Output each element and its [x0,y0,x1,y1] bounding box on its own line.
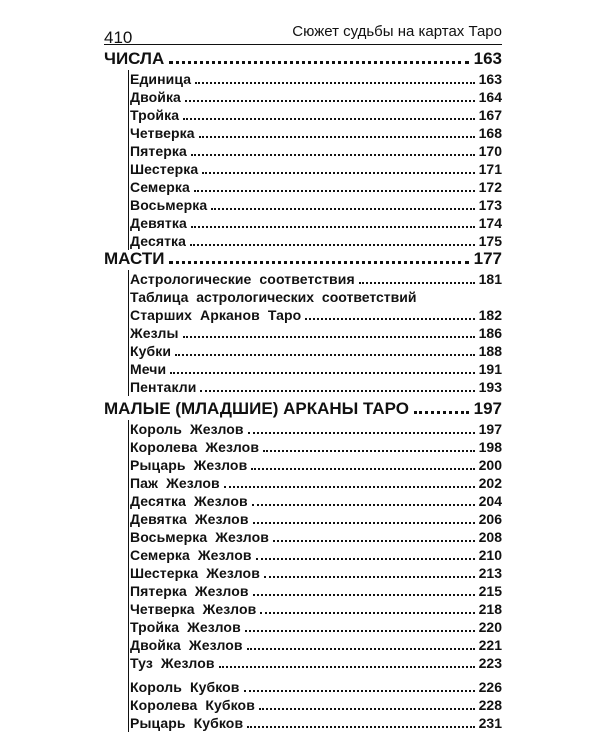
toc-entry[interactable] [130,270,502,288]
entry-title: Королева Кубков [130,697,255,713]
dot-leader [199,136,475,138]
toc-entry[interactable] [130,88,502,106]
entry-page: 228 [478,697,502,713]
dot-leader [183,118,475,120]
dot-leader [169,261,468,264]
entry-page: 172 [478,179,502,195]
dot-leader [359,282,475,284]
entry-page: 186 [478,325,502,341]
dot-leader [253,594,475,596]
dot-leader [245,630,475,632]
dot-leader [259,708,475,710]
toc-entry[interactable] [130,324,502,342]
page-header [104,22,502,45]
entry-title: Двойка [130,89,181,105]
entry-page: 191 [478,361,502,377]
entry-title: Король Кубков [130,679,240,695]
entry-page: 200 [478,457,502,473]
dot-leader [253,522,475,524]
entry-page: 174 [478,215,502,231]
entry-title: Шестерка Жезлов [130,565,260,581]
entry-page: 202 [478,475,502,491]
dot-leader [194,190,475,192]
entry-page: 163 [478,71,502,87]
dot-leader [264,576,475,578]
toc-entry[interactable] [130,564,502,582]
entry-title: Королева Жезлов [130,439,260,455]
entry-title: Паж Жезлов [130,475,220,491]
toc-entry[interactable] [130,492,502,510]
entry-title: Восьмерка [130,197,208,213]
dot-leader [248,432,475,434]
entry-page: 206 [478,511,502,527]
toc-entry[interactable] [130,196,502,214]
entry-title: Старших Арканов Таро [130,307,302,323]
dot-leader [169,61,468,64]
entry-page: 223 [478,655,502,671]
entry-page: 168 [478,125,502,141]
entry-page: 167 [478,107,502,123]
toc-section-numbers [104,48,502,250]
entry-title: Рыцарь Жезлов [130,457,248,473]
toc-entry[interactable] [130,600,502,618]
toc-entry[interactable] [130,70,502,88]
entry-title: Единица [130,71,192,87]
section-heading[interactable] [104,48,502,70]
entry-title: Семерка Жезлов [130,547,252,563]
toc-entry-multiline[interactable] [130,288,502,324]
entry-page: 164 [478,89,502,105]
toc-section-minor-arcana [104,398,502,732]
section-items [128,70,502,250]
entry-title: Тройка [130,107,180,123]
dot-leader [200,390,474,392]
toc-entry[interactable] [130,618,502,636]
entry-title: Пятерка Жезлов [130,583,249,599]
entry-title: Мечи [130,361,167,377]
toc-entry[interactable] [130,636,502,654]
entry-title: Астрологические соответствия [130,271,355,287]
entry-page: 226 [478,679,502,695]
dot-leader [195,82,474,84]
entry-page: 171 [478,161,502,177]
toc-entry[interactable] [130,696,502,714]
section-title: МАСТИ [104,249,165,268]
toc-entry[interactable] [130,124,502,142]
entry-page: 220 [478,619,502,635]
dot-leader [263,450,475,452]
toc-entry[interactable] [130,510,502,528]
toc-entry[interactable] [130,456,502,474]
dot-leader [185,100,475,102]
dot-leader [305,318,474,320]
entry-title: Король Жезлов [130,421,244,437]
toc-entry[interactable] [130,420,502,438]
dot-leader [183,336,475,338]
dot-leader [260,612,474,614]
toc-entry[interactable] [130,360,502,378]
toc-entry[interactable] [130,438,502,456]
section-items [128,420,502,732]
entry-page: 221 [478,637,502,653]
toc-entry[interactable] [130,160,502,178]
toc-entry[interactable] [130,654,502,672]
entry-title: Тройка Жезлов [130,619,241,635]
toc-entry[interactable] [130,714,502,732]
entry-title: Девятка [130,215,187,231]
entry-page: 208 [478,529,502,545]
entry-page: 193 [478,379,502,395]
toc-entry[interactable] [130,178,502,196]
dot-leader [244,690,475,692]
entry-page: 210 [478,547,502,563]
dot-leader [190,244,475,246]
dot-leader [191,226,475,228]
dot-leader [256,558,475,560]
section-items [128,270,502,396]
section-page: 177 [473,249,502,268]
entry-page: 215 [478,583,502,599]
dot-leader [247,648,475,650]
entry-title: Кубки [130,343,172,359]
entry-page: 181 [478,271,502,287]
dot-leader [247,726,474,728]
entry-page: 198 [478,439,502,455]
toc-entry[interactable] [130,678,502,696]
entry-page: 231 [478,715,502,731]
entry-page: 197 [478,421,502,437]
running-title: Сюжет судьбы на картах Таро [292,23,502,40]
dot-leader [251,468,474,470]
section-page: 197 [473,399,502,418]
entry-page: 173 [478,197,502,213]
toc-entry[interactable] [130,106,502,124]
toc-section-suits [104,248,502,396]
toc-entry[interactable] [130,214,502,232]
entry-title: Жезлы [130,325,179,341]
section-title: ЧИСЛА [104,49,165,68]
section-title: МАЛЫЕ (МЛАДШИЕ) АРКАНЫ ТАРО [104,399,409,418]
entry-title: Восьмерка Жезлов [130,529,269,545]
dot-leader [414,411,469,414]
toc-entry[interactable] [130,546,502,564]
dot-leader [273,540,475,542]
toc-entry[interactable] [130,582,502,600]
entry-title: Двойка Жезлов [130,637,243,653]
dot-leader [202,172,474,174]
dot-leader [211,208,474,210]
toc-entry[interactable] [130,342,502,360]
entry-title: Десятка [130,233,187,249]
entry-title: Шестерка [130,161,199,177]
entry-page: 170 [478,143,502,159]
entry-page: 218 [478,601,502,617]
entry-title: Четверка Жезлов [130,601,257,617]
entry-page: 213 [478,565,502,581]
entry-page: 204 [478,493,502,509]
toc-entry[interactable] [130,474,502,492]
dot-leader [175,354,475,356]
dot-leader [219,666,475,668]
entry-page: 188 [478,343,502,359]
entry-title: Пятерка [130,143,187,159]
entry-title: Туз Жезлов [130,655,215,671]
entry-title: Рыцарь Кубков [130,715,244,731]
dot-leader [170,372,474,374]
entry-page: 182 [478,307,502,323]
entry-title-line1: Таблица астрологических соответствий [130,289,417,305]
entry-page: 175 [478,233,502,249]
entry-title: Десятка Жезлов [130,493,248,509]
dot-leader [224,486,475,488]
entry-title: Девятка Жезлов [130,511,249,527]
section-page: 163 [473,49,502,68]
entry-title: Четверка [130,125,195,141]
dot-leader [252,504,475,506]
toc-entry[interactable] [130,142,502,160]
section-heading[interactable] [104,248,502,270]
entry-title: Пентакли [130,379,197,395]
dot-leader [191,154,475,156]
toc-entry[interactable] [130,528,502,546]
section-heading[interactable] [104,398,502,420]
entry-title: Семерка [130,179,190,195]
page-number: 410 [104,28,133,47]
toc-entry[interactable] [130,378,502,396]
